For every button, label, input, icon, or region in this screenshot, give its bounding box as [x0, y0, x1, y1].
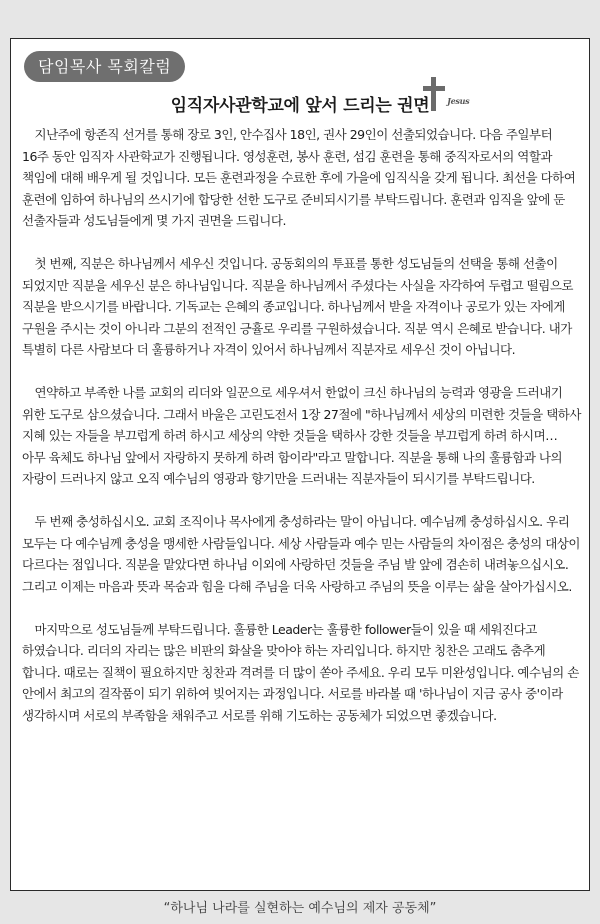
article-title: 임직자사관학교에 앞서 드리는 권면	[170, 96, 430, 116]
paragraph-first-cont: 연약하고 부족한 나를 교회의 리더와 일꾼으로 세우셔서 한없이 크신 하나님의 능력과 영광을 드러내기 위한 도구로 삼으셨습니다. 그래서 바울은 고린도전서 1장 27절에 "하나님께서 세상의 미련한 것들을 택하사 지혜 있는 자들을 부끄럽게 하려 하시고 세상의 약한 것들을 택하사 강한 것들을 부끄럽게 하려 하시며… 아무 육체도 하나님 앞에서 자랑하지 못하게 하려 함이라"라고 말합니다. 직분을 통해 나의 훌륭함과 나의 자랑이 드러나지 않고 오직 예수님의 영광과 향기만을 드러내는 직분자들이 되시기를 부탁드립니다.	[22, 385, 581, 486]
cross-icon	[423, 77, 445, 111]
footer-motto: “하나님 나라를 실현하는 예수님의 제자 공동체”	[163, 901, 437, 916]
paragraph-second: 두 번째 충성하십시오. 교회 조직이나 목사에게 충성하라는 말이 아닙니다. 예수님께 충성하십시오. 우리 모두는 다 예수님께 충성을 맹세한 사람들입니다. 세상 사람들과 예수 믿는 사람들의 차이점은 충성의 대상이 다르다는 점입니다. 직분을 맡았다면 하나님 이외에 사랑하던 것들을 주님 발 앞에 겸손히 내려놓으십시오. 그리고 이제는 마음과 뜻과 목숨과 힘을 다해 주님을 더욱 사랑하고 주님의 뜻을 이루는 삶을 살아가십시오.	[22, 514, 580, 594]
cross-logo-text: Jesus	[447, 96, 470, 106]
article-title-block	[170, 91, 470, 116]
paragraph-first: 첫 번째, 직분은 하나님께서 세우신 것입니다. 공동회의의 투표를 통한 성도님들의 선택을 통해 선출이 되었지만 직분을 세우신 분은 하나님입니다. 직분을 하나님께서 주셨다는 사실을 자각하여 두렵고 떨림으로 직분을 받으시기를 바랍니다. 기독교는 은혜의 종교입니다. 하나님께서 받을 자격이나 공로가 있는 자에게 구원을 주시는 것이 아니라 그분의 전적인 긍휼로 우리를 구원하셨습니다. 직분 역시 은혜로 받습니다. 내가 특별히 다른 사람보다 더 훌륭하거나 자격이 있어서 하나님께서 직분자로 세우신 것이 아닙니다.	[22, 256, 573, 357]
article-body	[22, 124, 582, 726]
title-area	[0, 91, 600, 116]
paragraph-last: 마지막으로 성도님들께 부탁드립니다. 훌륭한 Leader는 훌륭한 follower들이 있을 때 세워진다고 하였습니다. 리더의 자리는 많은 비판의 화살을 맞아야 하는 자리입니다. 하지만 칭찬은 고래도 춤추게 합니다. 때로는 질책이 필요하지만 칭찬과 격려를 더 많이 쏟아 주세요. 우리 모두 미완성입니다. 예수님의 손 안에서 최고의 걸작품이 되기 위하여 빚어지는 과정입니다. 서로를 바라볼 때 '하나님이 지금 공사 중'이라 생각하시며 서로의 부족함을 채워주고 서로를 위해 기도하는 공동체가 되었으면 좋겠습니다.	[22, 621, 579, 723]
paragraph-intro: 지난주에 항존직 선거를 통해 장로 3인, 안수집사 18인, 권사 29인이 선출되었습니다. 다음 주일부터 16주 동안 임직자 사관학교가 진행됩니다. 영성훈련, 봉사 훈련, 섬김 훈련을 통해 중직자로서의 역할과 책임에 대해 배우게 될 것입니다. 모든 훈련과정을 수료한 후에 가을에 임직식을 갖게 됩니다. 최선을 다하여 훈련에 임하여 하나님의 쓰시기에 합당한 선한 도구로 준비되시기를 부탁드립니다. 훈련과 임직을 앞에 둔 선출자들과 성도님들에게 몇 가지 권면을 드립니다.	[22, 127, 576, 228]
column-label-badge: 담임목사 목회칼럼	[24, 51, 185, 82]
